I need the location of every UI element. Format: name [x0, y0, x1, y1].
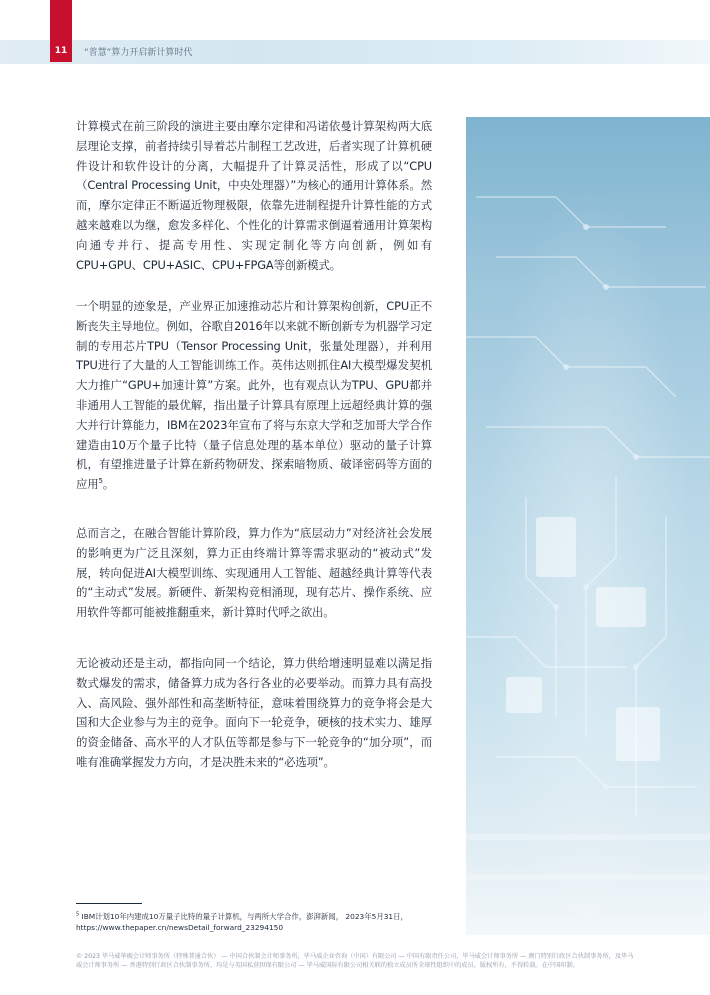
footnote-number: 5: [76, 911, 80, 918]
paragraph-4: 无论被动还是主动，都指向同一个结论，算力供给增速明显难以满足指数式爆发的需求，储备算力成为各行各业的必要举动。而算力具有高投入、高风险、强外部性和高垄断特征，意味着围绕算力的竞争将会是大国和大企业参与为主的竞争。面向下一轮竞争，硬核的技术实力、雄厚的资金储备、高水平的人才队伍等都是参与下一轮竞争的“加分项”，而唯有准确掌握发力方向，才是决胜未来的“必选项”。: [76, 656, 432, 769]
circuit-board-image: [466, 117, 710, 935]
paragraph-2: [76, 297, 432, 495]
page-number: 11: [50, 0, 72, 62]
paragraph-1: 计算模式在前三阶段的演进主要由摩尔定律和冯诺依曼计算架构两大底层理论支撑，前者持续引导着芯片制程工艺改进，后者实现了计算机硬件设计和软件设计的分离，大幅提升了计算灵活性，形成了以“CPU（Central Processing Unit，中央处理器）”为核心的通用计算体系。然而，摩尔定律正不断逼近物理极限，依靠先进制程提升计算性能的方式越来越难以为继，愈发多样化、个性化的计算需求倒逼着通用计算架构向通专并行、提高专用性、实现定制化等方向创新，例如有CPU+GPU、CPU+ASIC、CPU+FPGA等创新模式。: [76, 119, 432, 272]
running-header-title: “普慧”算力开启新计算时代: [84, 48, 193, 58]
copyright-notice: © 2023 毕马威华振会计师事务所（特殊普通合伙） — 中国合伙制会计师事务所，毕马威企业咨询（中国）有限公司 — 中国有限责任公司，毕马威会计师事务所 — 澳门特别行政区合伙制事务所，及毕马威会计师事务所 — 香港特别行政区合伙制事务所，均是与英国私营担保有限公司 — 毕马威国际有限公司相关联的独立成员所全球性组织中的成员。版权所有，不得转载。在中国印制。: [76, 953, 634, 969]
paragraph-2-end: 。: [102, 477, 115, 492]
footnote-reference: 5: [98, 477, 103, 486]
footnote-divider: [76, 903, 142, 904]
footnote: [76, 911, 440, 933]
paragraph-3: 总而言之，在融合智能计算阶段，算力作为“底层动力”对经济社会发展的影响更为广泛且深刻，算力正由终端计算等需求驱动的“被动式”发展，转向促进AI大模型训练、实现通用人工智能、超越经典计算等代表的“主动式”发展。新硬件、新架构竞相涌现，现有芯片、操作系统、应用软件等都可能被推翻重来，新计算时代呼之欲出。: [76, 526, 432, 620]
circuit-lines-graphic: [466, 117, 710, 935]
paragraph-2-text: 一个明显的迹象是，产业界正加速推动芯片和计算架构创新，CPU正不断丧失主导地位。例如，谷歌自2016年以来就不断创新专为机器学习定制的专用芯片TPU（Tensor Processing Unit，张量处理器），并利用TPU进行了大量的人工智能训练工作。英伟达则抓住AI大模型爆发契机大力推广“GPU+加速计算”方案。此外，也有观点认为TPU、GPU都并非通用人工智能的最优解，指出量子计算具有原理上远超经典计算的强大并行计算能力，IBM在2023年宣布了将与东京大学和芝加哥大学合作建造由10万个量子比特（量子信息处理的基本单位）驱动的量子计算机，有望推进量子计算在新药物研发、探索暗物质、破译密码等方面的应用: [76, 299, 432, 492]
footnote-text: IBM计划10年内建成10万量子比特的量子计算机，与两所大学合作，澎湃新闻， 2023年5月31日，https://www.thepaper.cn/newsDetail_forward_23294150: [76, 912, 408, 932]
